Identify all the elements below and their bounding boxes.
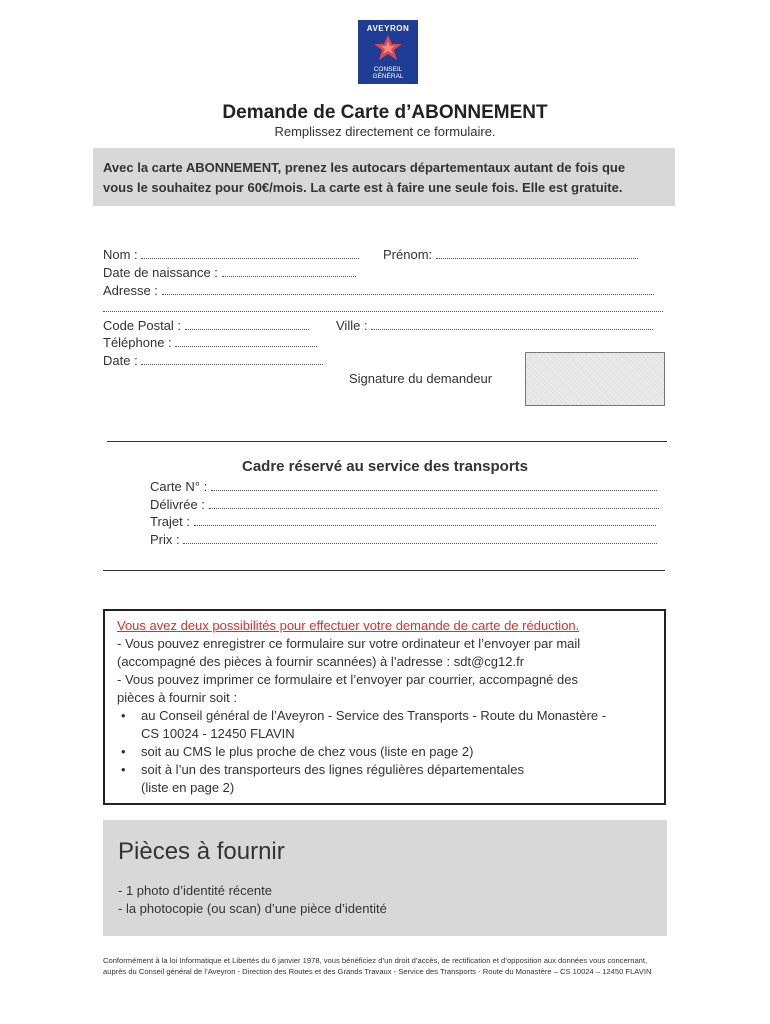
trajet-input-line[interactable] — [194, 515, 656, 526]
pieces-item-1: - 1 photo d’identité récente — [118, 883, 272, 898]
signature-label: Signature du demandeur — [349, 371, 493, 386]
list-item — [117, 743, 652, 761]
list-item-text: CS 10024 - 12450 FLAVIN — [141, 726, 295, 741]
info-box — [103, 609, 666, 805]
date-field[interactable] — [103, 353, 323, 368]
carte-field[interactable] — [150, 479, 657, 494]
info-paragraph-1: - Vous pouvez enregistrer ce formulaire sur votre ordinateur et l’envoyer par mail — [117, 636, 581, 651]
info-heading: Vous avez deux possibilités pour effectuer votre demande de carte de réduction. — [117, 618, 580, 633]
code-postal-input-line[interactable] — [185, 319, 309, 330]
list-item-text: (liste en page 2) — [141, 780, 235, 795]
footer-legal: Conformément à la loi Informatique et Libertés du 6 janvier 1978, vous bénéficiez d’un droit d’accès, de rectification et d’opposition aux données vous concernant, auprès du Conseil général de l’Aveyron - Direction des Routes et des Grands Travaux - Service des Transports - Route du Monastère – CS 10024 – 12450 FLAVIN — [103, 956, 652, 976]
adresse-input-line-2[interactable] — [103, 301, 663, 312]
ville-field[interactable] — [336, 318, 653, 333]
prix-label: Prix : — [150, 532, 180, 547]
trajet-label: Trajet : — [150, 514, 190, 529]
delivree-field[interactable] — [150, 497, 659, 512]
adresse-input-line[interactable] — [162, 284, 654, 295]
list-item-text: • soit au CMS le plus proche de chez vous (liste en page 2) — [141, 744, 474, 759]
list-item — [117, 761, 652, 797]
page-subtitle: Remplissez directement ce formulaire. — [274, 124, 496, 139]
star-icon — [368, 33, 408, 61]
prenom-field[interactable] — [383, 247, 638, 262]
nom-field[interactable] — [103, 247, 359, 262]
date-label: Date : — [103, 353, 138, 368]
signature-box[interactable] — [525, 352, 665, 406]
telephone-input-line[interactable] — [175, 336, 317, 347]
intro-line-1: Avec la carte ABONNEMENT, prenez les autocars départementaux autant de fois que — [103, 160, 626, 175]
adresse-label: Adresse : — [103, 283, 158, 298]
naissance-input-line[interactable] — [222, 266, 356, 277]
carte-label: Carte N° : — [150, 479, 208, 494]
list-item-text: • soit à l’un des transporteurs des lignes régulières départementales — [141, 762, 524, 777]
list-item — [117, 707, 652, 743]
naissance-field[interactable] — [103, 265, 356, 280]
pieces-item-2: - la photocopie (ou scan) d’une pièce d’identité — [118, 901, 387, 916]
telephone-label: Téléphone : — [103, 335, 172, 350]
pieces-title: Pièces à fournir — [118, 838, 285, 865]
logo-bottom-text-1: CONSEIL — [373, 66, 403, 73]
info-paragraph-3: - Vous pouvez imprimer ce formulaire et l’envoyer par courrier, accompagné des — [117, 672, 578, 687]
prix-field[interactable] — [150, 532, 657, 547]
ville-label: Ville : — [336, 318, 368, 333]
adresse-field[interactable] — [103, 283, 654, 298]
adresse-field-2[interactable] — [103, 300, 663, 315]
page-title: Demande de Carte d’ABONNEMENT — [222, 102, 548, 123]
divider-top — [107, 441, 667, 442]
cadre-title: Cadre réservé au service des transports — [242, 458, 528, 475]
list-item-text: • au Conseil général de l’Aveyron - Service des Transports - Route du Monastère - — [141, 708, 607, 723]
naissance-label: Date de naissance : — [103, 265, 218, 280]
nom-input-line[interactable] — [141, 248, 359, 259]
date-input-line[interactable] — [141, 354, 323, 365]
info-paragraph-2: (accompagné des pièces à fournir scannées) à l’adresse : sdt@cg12.fr — [117, 654, 525, 669]
telephone-field[interactable] — [103, 335, 317, 350]
delivree-input-line[interactable] — [209, 498, 659, 509]
code-postal-label: Code Postal : — [103, 318, 182, 333]
prenom-input-line[interactable] — [436, 248, 638, 259]
prenom-label: Prénom: — [383, 247, 433, 262]
carte-input-line[interactable] — [211, 480, 657, 491]
delivree-label: Délivrée : — [150, 497, 205, 512]
info-list — [117, 707, 652, 797]
trajet-field[interactable] — [150, 514, 656, 529]
ville-input-line[interactable] — [371, 319, 653, 330]
prix-input-line[interactable] — [183, 533, 657, 544]
info-paragraph-4: pièces à fournir soit : — [117, 690, 237, 705]
pieces-box — [103, 820, 667, 936]
divider-bottom — [103, 570, 665, 571]
intro-box — [93, 148, 675, 206]
nom-label: Nom : — [103, 247, 138, 262]
logo-top-text: AVEYRON — [366, 24, 410, 33]
intro-line-2: vous le souhaitez pour 60€/mois. La carte est à faire une seule fois. Elle est gratuite. — [103, 180, 623, 195]
aveyron-logo — [358, 20, 418, 84]
logo-bottom-text-2: GÉNÉRAL — [372, 73, 404, 80]
code-postal-field[interactable] — [103, 318, 309, 333]
